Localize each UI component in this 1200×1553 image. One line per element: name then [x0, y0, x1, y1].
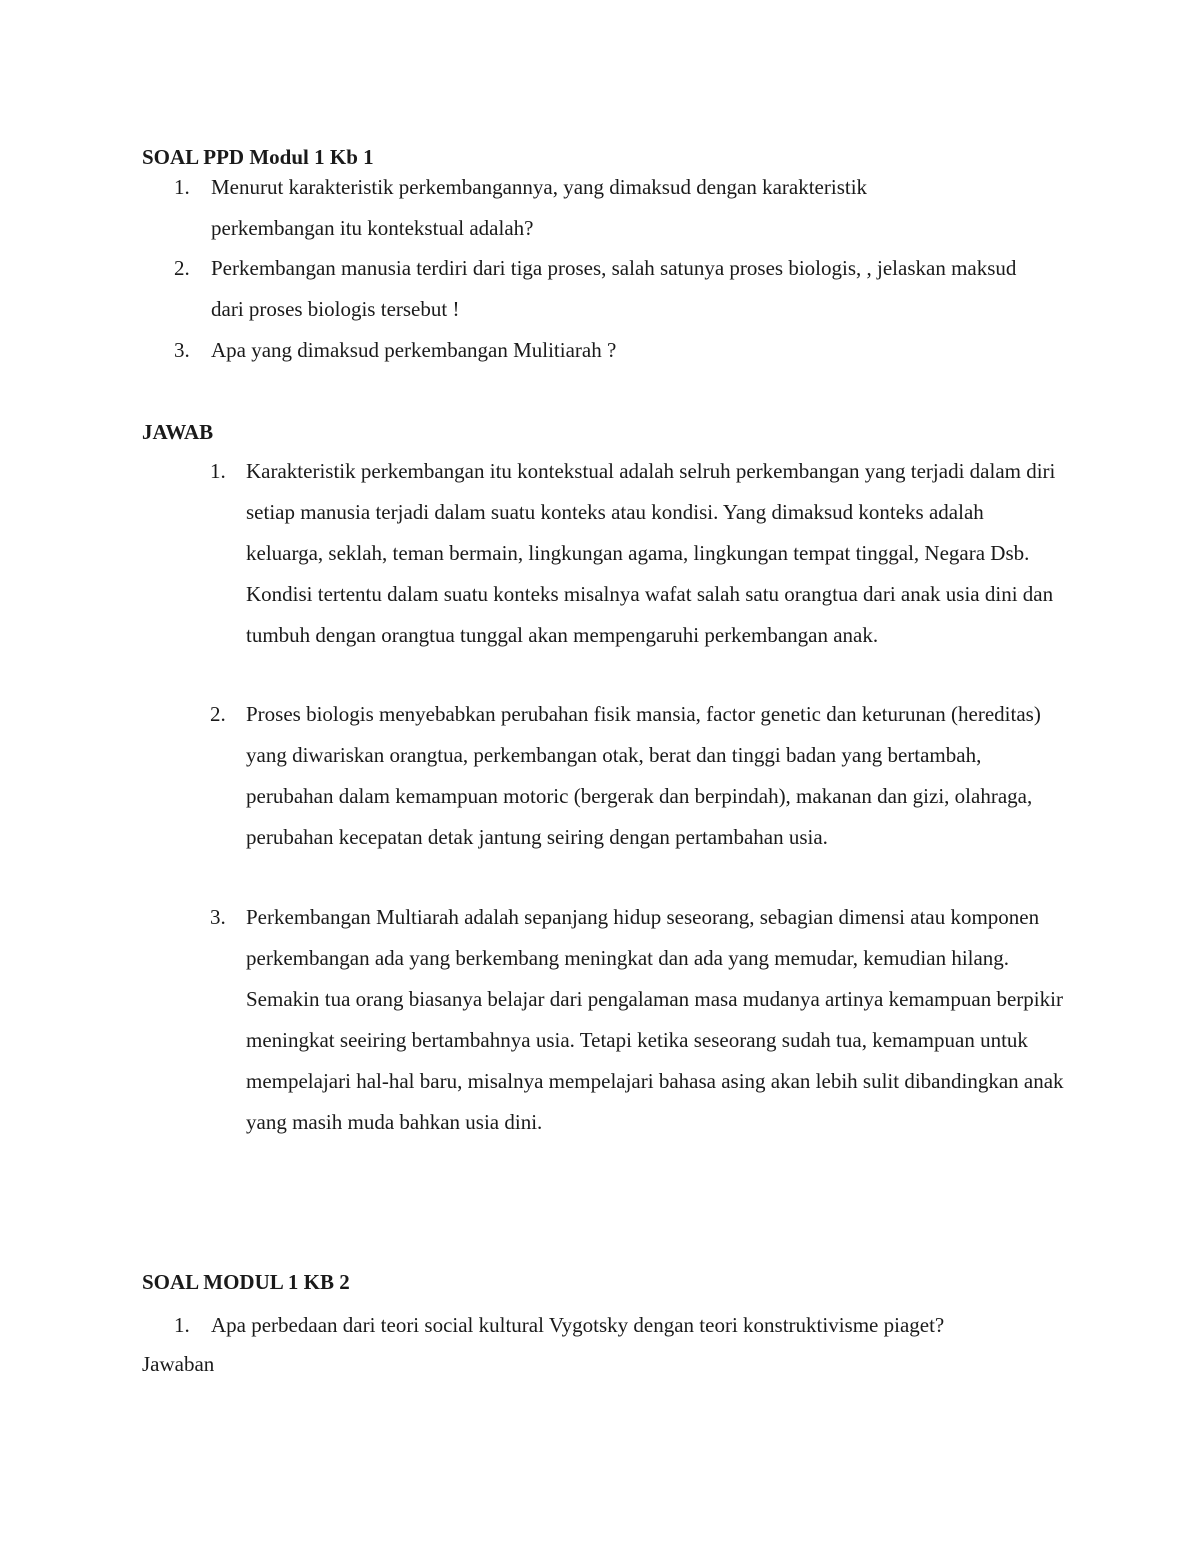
answer-number: 1.: [210, 459, 226, 483]
question-number: 1.: [174, 1313, 190, 1337]
answer-label: Jawaban: [142, 1352, 215, 1376]
question-number: 3.: [174, 338, 190, 362]
question-1-kb2: [174, 1305, 1074, 1346]
question-number: 2.: [174, 256, 190, 280]
answer-3: [210, 897, 1066, 1143]
answers-heading: JAWAB: [142, 420, 214, 444]
answer-number: 2.: [210, 702, 226, 726]
answer-text: Perkembangan Multiarah adalah sepanjang hidup seseorang, sebagian dimensi atau komponen perkembangan ada yang berkembang meningkat dan ada yang memudar, kemudian hilang. Semakin tua orang biasanya belajar dari pengalaman masa mudanya artinya kemampuan berpikir meningkat seeiring bertambahnya usia. Tetapi ketika seseorang sudah tua, kemampuan untuk mempelajari hal-hal baru, misalnya mempelajari bahasa asing akan lebih sulit dibandingkan anak yang masih muda bahkan usia dini.: [246, 905, 1064, 1134]
question-text: Apa perbedaan dari teori social kultural Vygotsky dengan teori konstruktivisme piaget?: [211, 1313, 945, 1337]
section2-heading: SOAL MODUL 1 KB 2: [142, 1270, 350, 1294]
question-1: [174, 167, 994, 249]
question-2: [174, 248, 1054, 330]
answer-2: [210, 694, 1066, 858]
question-3: [174, 330, 1054, 371]
question-number: 1.: [174, 175, 190, 199]
answer-text: Proses biologis menyebabkan perubahan fisik mansia, factor genetic dan keturunan (hereditas) yang diwariskan orangtua, perkembangan otak, berat dan tinggi badan yang bertambah, perubahan dalam kemampuan motoric (bergerak dan berpindah), makanan dan gizi, olahraga, perubahan kecepatan detak jantung seiring dengan pertambahan usia.: [246, 702, 1041, 849]
section1-heading: SOAL PPD Modul 1 Kb 1: [142, 145, 374, 169]
question-text: Perkembangan manusia terdiri dari tiga proses, salah satunya proses biologis, , jelaskan maksud dari proses biologis tersebut !: [211, 256, 1017, 321]
answer-1: [210, 451, 1066, 656]
answer-number: 3.: [210, 905, 226, 929]
answer-text: Karakteristik perkembangan itu kontekstual adalah selruh perkembangan yang terjadi dalam diri setiap manusia terjadi dalam suatu konteks atau kondisi. Yang dimaksud konteks adalah keluarga, seklah, teman bermain, lingkungan agama, lingkungan tempat tinggal, Negara Dsb. Kondisi tertentu dalam suatu konteks misalnya wafat salah satu orangtua dari anak usia dini dan tumbuh dengan orangtua tunggal akan mempengaruhi perkembangan anak.: [246, 459, 1056, 647]
question-text: Menurut karakteristik perkembangannya, yang dimaksud dengan karakteristik perkembangan itu kontekstual adalah?: [211, 175, 868, 240]
question-text: Apa yang dimaksud perkembangan Mulitiarah ?: [211, 338, 617, 362]
